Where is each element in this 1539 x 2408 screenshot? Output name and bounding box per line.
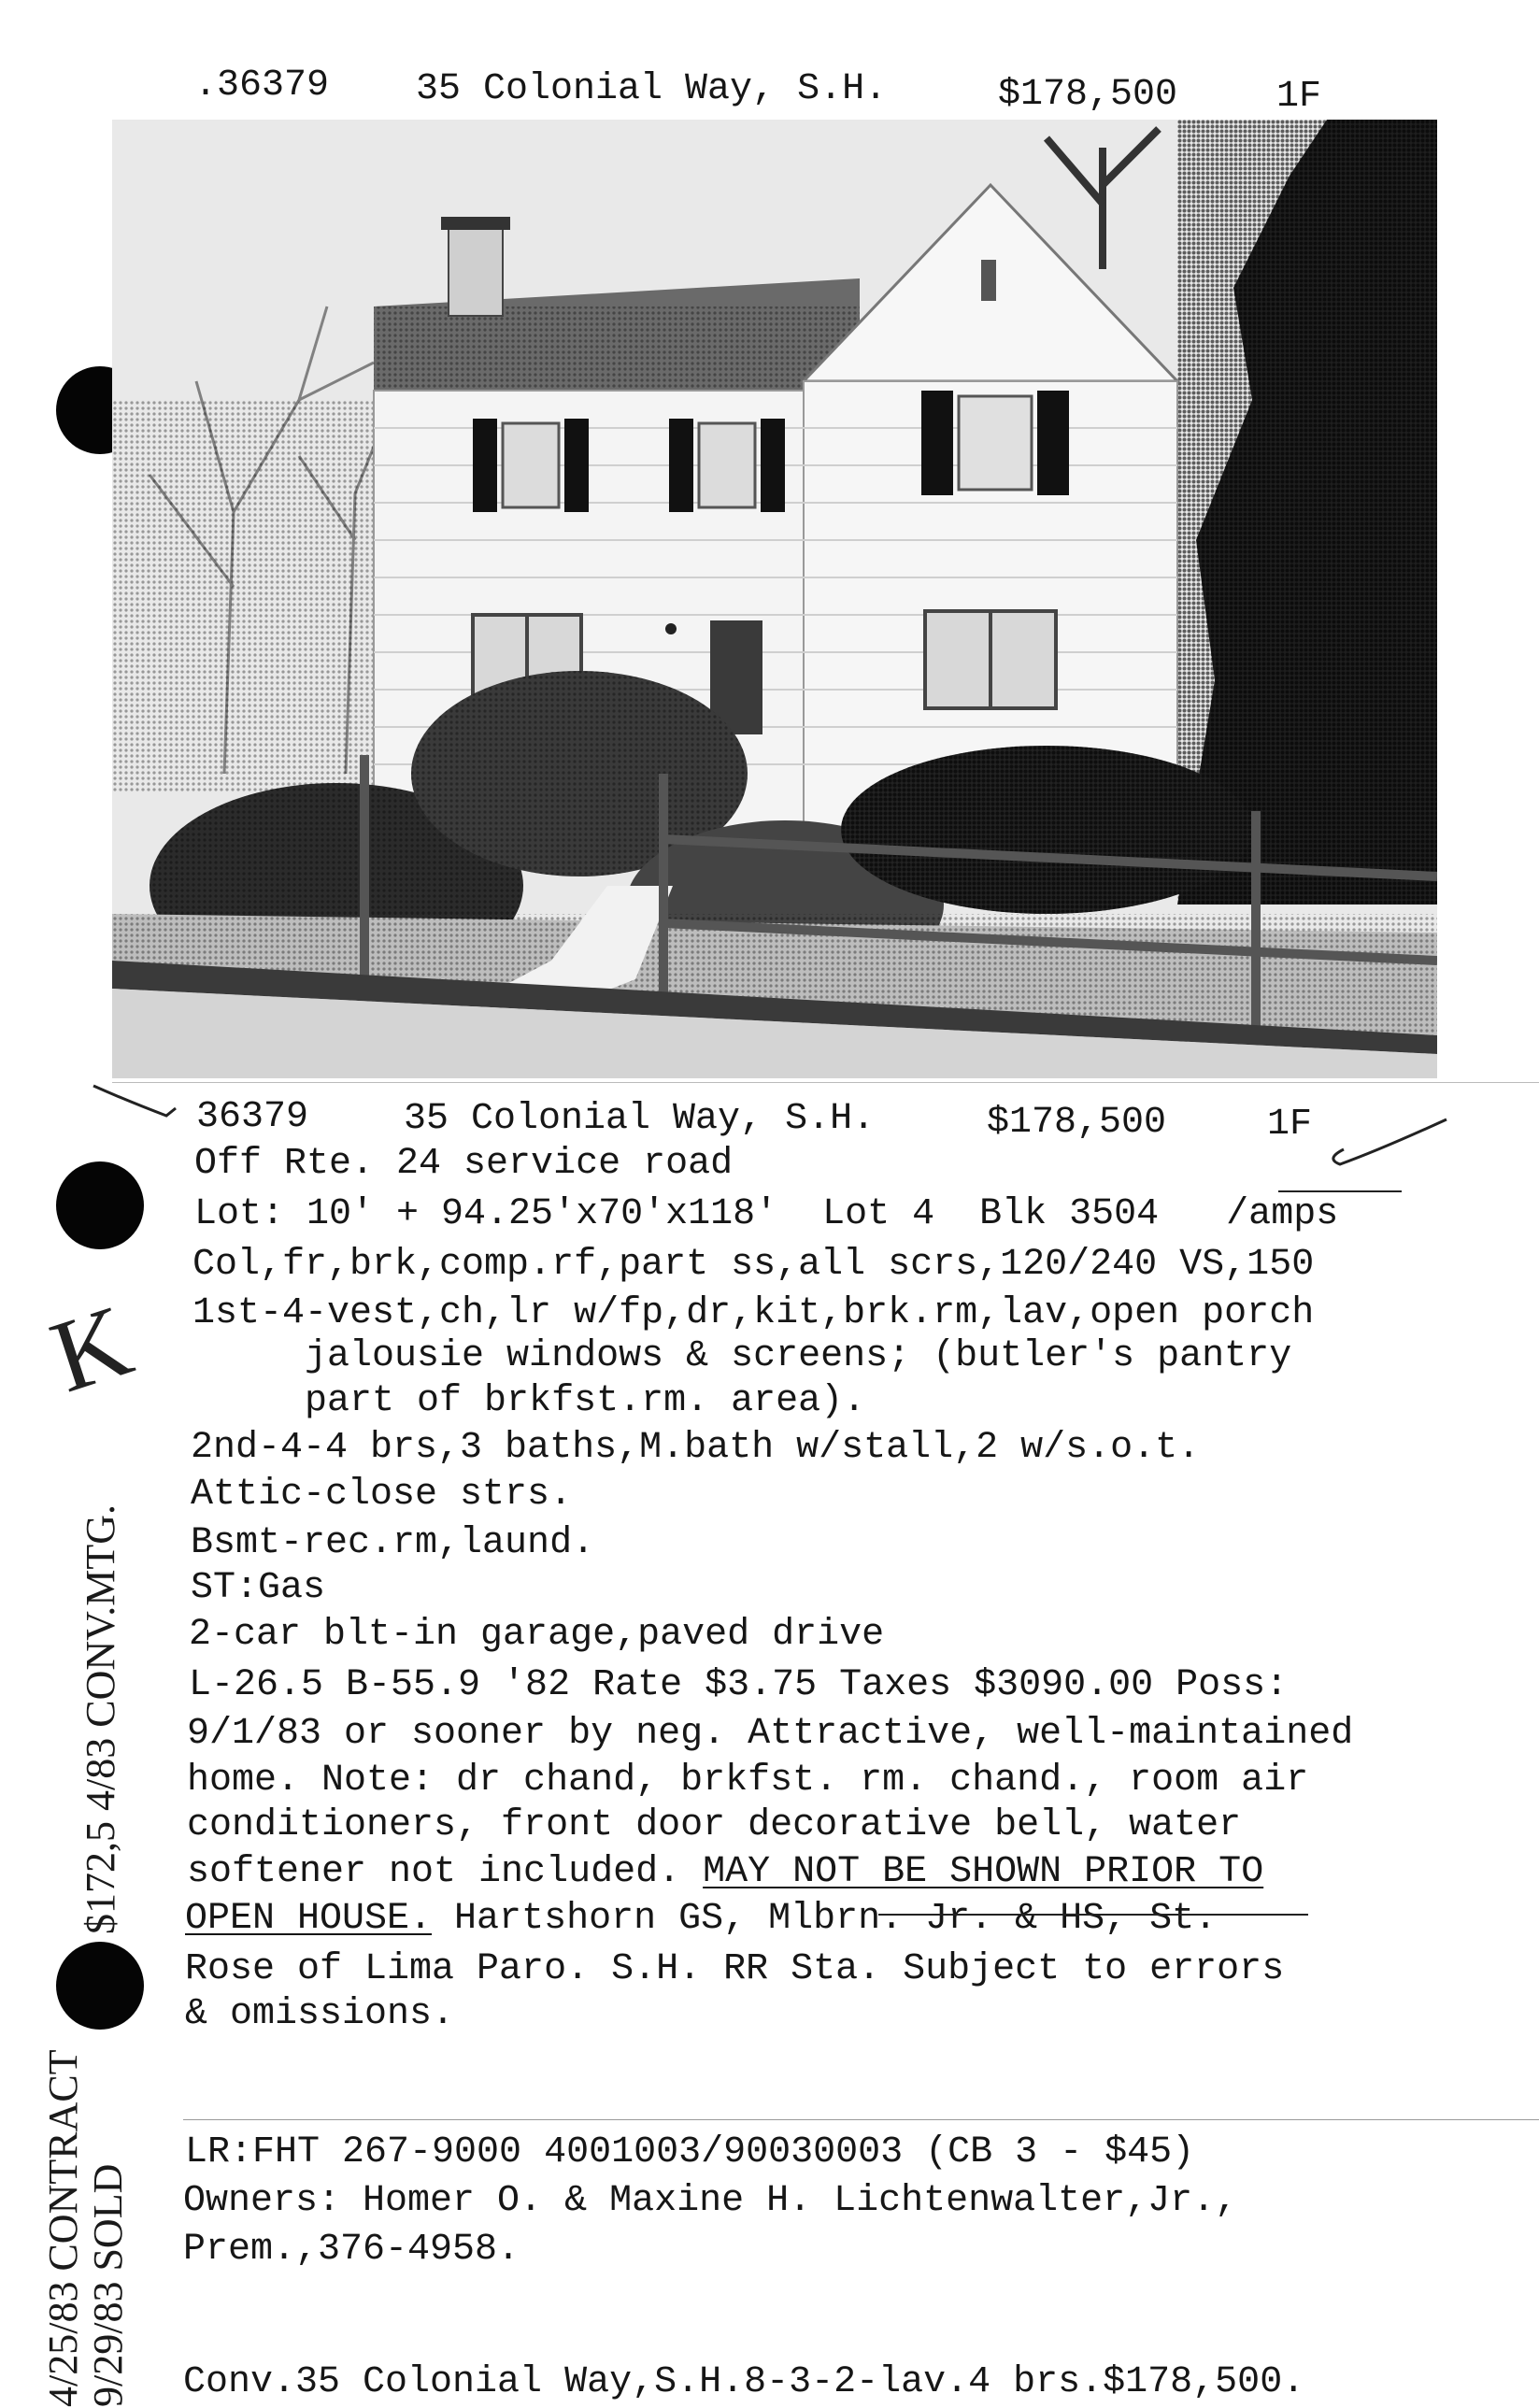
amps-overline bbox=[1278, 1190, 1402, 1192]
header-address: 35 Colonial Way, S.H. bbox=[416, 68, 888, 110]
card-line-10: ST:Gas bbox=[191, 1567, 326, 1609]
handwritten-sold: 9/29/83 SOLD bbox=[85, 2163, 131, 2407]
softener-text: softener not included. bbox=[187, 1851, 704, 1893]
card-line-17 bbox=[185, 1898, 1218, 1940]
card-line-7: 2nd-4-4 brs,3 baths,M.bath w/stall,2 w/s.o.t. bbox=[191, 1427, 1201, 1469]
not-shown-notice: MAY NOT BE SHOWN PRIOR TO bbox=[703, 1851, 1264, 1893]
card-line-11: 2-car blt-in garage,paved drive bbox=[189, 1614, 885, 1656]
header-code: 1F bbox=[1276, 76, 1322, 118]
card-line-19: & omissions. bbox=[185, 1993, 455, 2035]
handwritten-conv-mtg: $172,5 4/83 CONV.MTG. bbox=[78, 1503, 123, 1934]
card-listing-no: 36379 bbox=[196, 1096, 309, 1138]
card-code: 1F bbox=[1267, 1104, 1313, 1146]
notice-underline-extend bbox=[878, 1914, 1308, 1916]
punch-hole-bottom bbox=[56, 1942, 144, 2030]
card-line-5: jalousie windows & screens; (butler's pantry bbox=[192, 1335, 1292, 1377]
check-mark-right bbox=[1316, 1112, 1456, 1177]
handwritten-k: K bbox=[37, 1282, 145, 1415]
footer-line-3: Prem.,376-4958. bbox=[183, 2229, 520, 2271]
card-line-9: Bsmt-rec.rm,laund. bbox=[191, 1522, 595, 1564]
card-line-14: home. Note: dr chand, brkfst. rm. chand., room air bbox=[187, 1760, 1309, 1802]
footer-line-1: LR:FHT 267-9000 4001003/90030003 (CB 3 - $45) bbox=[185, 2131, 1195, 2173]
card-top-edge bbox=[112, 1082, 1539, 1083]
card-line-2: Lot: 10' + 94.25'x70'x118' Lot 4 Blk 3504 /amps bbox=[194, 1193, 1339, 1235]
punch-hole-middle bbox=[56, 1161, 144, 1249]
card-line-4: 1st-4-vest,ch,lr w/fp,dr,kit,brk.rm,lav,open porch bbox=[192, 1292, 1315, 1334]
schools-text: Hartshorn GS, Mlbrn. Jr. & HS, St. bbox=[432, 1898, 1218, 1940]
card-line-3: Col,fr,brk,comp.rf,part ss,all scrs,120/240 VS,150 bbox=[192, 1244, 1315, 1286]
card-price: $178,500 bbox=[987, 1102, 1167, 1144]
card-line-15: conditioners, front door decorative bell, water bbox=[187, 1804, 1242, 1846]
header-price: $178,500 bbox=[998, 74, 1178, 116]
card-line-6: part of brkfst.rm. area). bbox=[192, 1380, 866, 1422]
check-mark-left bbox=[90, 1075, 183, 1131]
card-line-12: L-26.5 B-55.9 '82 Rate $3.75 Taxes $3090.00 Poss: bbox=[189, 1664, 1289, 1706]
card-line-16 bbox=[187, 1851, 1264, 1893]
open-house-notice: OPEN HOUSE. bbox=[185, 1898, 433, 1940]
card-line-18: Rose of Lima Paro. S.H. RR Sta. Subject to errors bbox=[185, 1948, 1285, 1990]
header-listing-no: .36379 bbox=[194, 64, 330, 107]
conv-line: Conv.35 Colonial Way,S.H.8-3-2-lav.4 brs.$178,500. bbox=[183, 2361, 1305, 2403]
card-line-1: Off Rte. 24 service road bbox=[194, 1143, 734, 1185]
handwritten-contract: 4/25/83 CONTRACT bbox=[40, 2049, 86, 2407]
card-line-13: 9/1/83 or sooner by neg. Attractive, well-maintained bbox=[187, 1713, 1354, 1755]
footer-divider bbox=[183, 2119, 1539, 2120]
footer-line-2: Owners: Homer O. & Maxine H. Lichtenwalter,Jr., bbox=[183, 2180, 1238, 2222]
card-line-8: Attic-close strs. bbox=[191, 1474, 573, 1516]
house-photo bbox=[112, 120, 1437, 1078]
card-address: 35 Colonial Way, S.H. bbox=[404, 1098, 876, 1140]
